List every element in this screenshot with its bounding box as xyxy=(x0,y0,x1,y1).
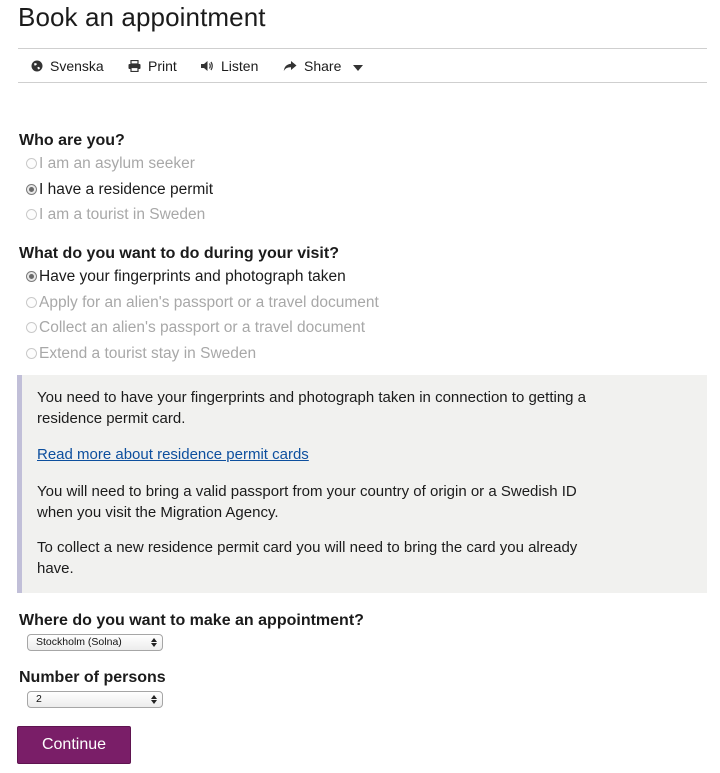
listen-label: Listen xyxy=(221,57,259,74)
visit-option-extend-stay[interactable]: Extend a tourist stay in Sweden xyxy=(26,343,256,365)
toolbar xyxy=(18,48,707,83)
location-select[interactable] xyxy=(27,634,163,651)
share-arrow-icon xyxy=(283,60,297,72)
radio-button[interactable] xyxy=(26,297,37,308)
residence-permit-link[interactable]: Read more about residence permit cards xyxy=(37,446,309,463)
who-option-asylum-seeker[interactable]: I am an asylum seeker xyxy=(26,153,195,175)
visit-option-fingerprints[interactable]: Have your fingerprints and photograph taken xyxy=(26,266,346,288)
speaker-icon xyxy=(200,60,214,72)
radio-button[interactable] xyxy=(26,209,37,220)
info-paragraph-2: You will need to bring a valid passport from your country of origin or a Swedish ID when you visit the Migration Agency. xyxy=(37,483,577,521)
who-option-residence-permit[interactable]: I have a residence permit xyxy=(26,179,213,201)
print-button[interactable] xyxy=(128,49,177,82)
radio-button-checked[interactable] xyxy=(26,271,37,282)
visit-question: What do you want to do during your visit? xyxy=(19,245,339,262)
share-button[interactable] xyxy=(283,49,363,82)
radio-button[interactable] xyxy=(26,158,37,169)
visit-option-apply-passport[interactable]: Apply for an alien's passport or a travel document xyxy=(26,292,379,314)
persons-select[interactable] xyxy=(27,691,163,708)
language-label: Svenska xyxy=(50,57,104,74)
select-arrows-icon xyxy=(151,695,157,704)
share-label: Share xyxy=(304,57,342,74)
location-question: Where do you want to make an appointment? xyxy=(19,612,364,629)
printer-icon xyxy=(128,60,141,72)
language-button[interactable] xyxy=(31,49,104,82)
persons-select-value: 2 xyxy=(36,693,42,705)
radio-button[interactable] xyxy=(26,322,37,333)
who-option-tourist[interactable]: I am a tourist in Sweden xyxy=(26,204,205,226)
radio-button[interactable] xyxy=(26,348,37,359)
info-paragraph-3: To collect a new residence permit card you will need to bring the card you already have. xyxy=(37,539,578,577)
caret-down-icon xyxy=(353,50,363,83)
page-title: Book an appointment xyxy=(18,2,266,32)
info-paragraph-1: You need to have your fingerprints and photograph taken in connection to getting a residence permit card. xyxy=(37,389,587,427)
location-select-value: Stockholm (Solna) xyxy=(36,636,122,648)
select-arrows-icon xyxy=(151,638,157,647)
print-label: Print xyxy=(148,57,177,74)
who-question: Who are you? xyxy=(19,132,125,149)
globe-icon xyxy=(31,60,43,72)
info-box xyxy=(17,375,707,593)
radio-button-checked[interactable] xyxy=(26,184,37,195)
persons-question: Number of persons xyxy=(19,669,166,686)
visit-option-collect-passport[interactable]: Collect an alien's passport or a travel document xyxy=(26,317,365,339)
listen-button[interactable] xyxy=(200,49,258,82)
continue-button[interactable]: Continue xyxy=(17,726,131,764)
